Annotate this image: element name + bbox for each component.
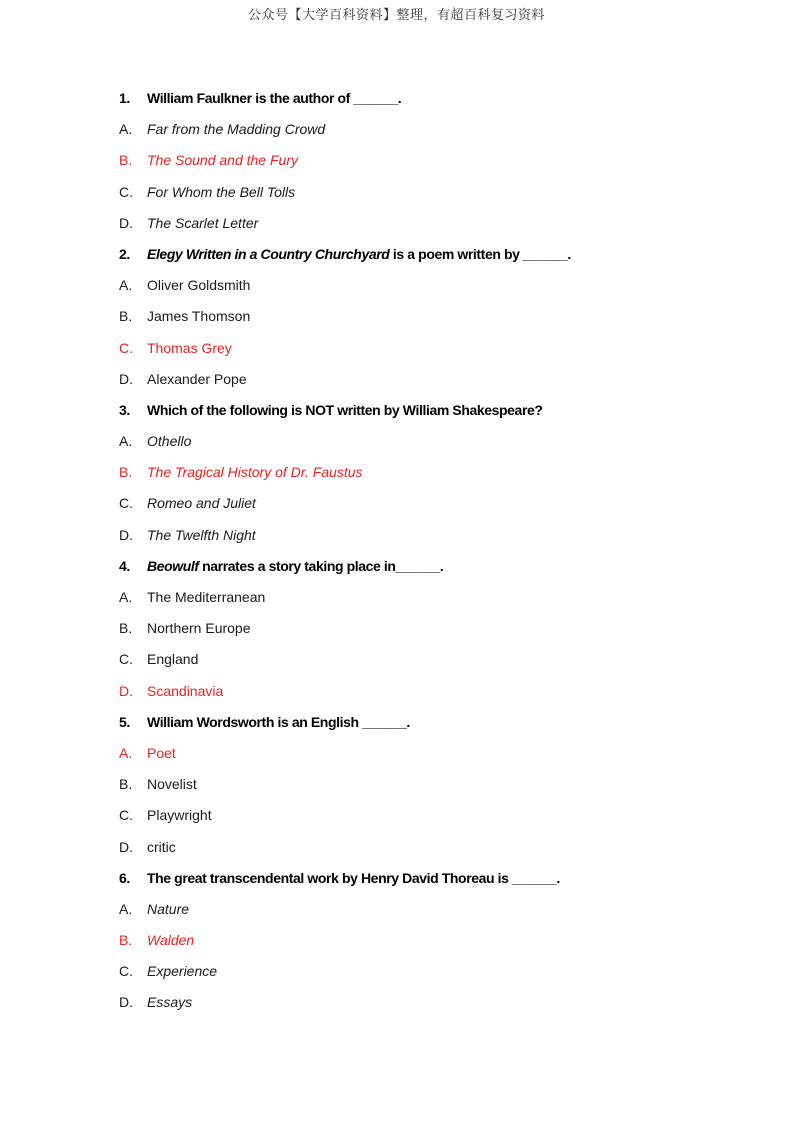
question-title: Elegy Written in a Country Churchyard xyxy=(147,245,390,262)
option-label: C. xyxy=(119,963,133,980)
q5-option-b xyxy=(119,773,759,804)
q2-option-a xyxy=(119,274,759,305)
q6-option-c xyxy=(119,960,759,991)
option-label: B. xyxy=(119,308,133,325)
option-text: The Scarlet Letter xyxy=(147,214,259,231)
q5-option-c xyxy=(119,804,759,835)
option-label: A. xyxy=(119,277,133,294)
option-label: C. xyxy=(119,651,133,668)
q3-option-c xyxy=(119,492,759,523)
option-label: D. xyxy=(119,682,133,699)
question-number: 6. xyxy=(119,869,130,886)
q2-option-d xyxy=(119,368,759,399)
page-header: 公众号【大学百科资料】整理，有超百科复习资料 xyxy=(247,8,545,23)
q4-option-d xyxy=(119,680,759,711)
option-label: C. xyxy=(119,495,133,512)
option-label: D. xyxy=(119,526,133,543)
q1-option-d xyxy=(119,212,759,243)
question-text: William Wordsworth is an English ______. xyxy=(147,713,410,730)
q6-option-b xyxy=(119,929,759,960)
option-text: Far from the Madding Crowd xyxy=(147,121,326,138)
question-4 xyxy=(119,555,759,586)
option-label: B. xyxy=(119,932,133,949)
option-label: D. xyxy=(119,838,133,855)
option-text: Walden xyxy=(147,932,195,949)
q3-option-a xyxy=(119,430,759,461)
option-label: B. xyxy=(119,464,133,481)
option-label: A. xyxy=(119,433,133,450)
q4-option-c xyxy=(119,648,759,679)
question-text: William Faulkner is the author of ______. xyxy=(147,90,402,106)
option-label: C. xyxy=(119,339,133,356)
q3-option-b xyxy=(119,461,759,492)
option-label: C. xyxy=(119,807,133,824)
option-text: Oliver Goldsmith xyxy=(147,277,251,294)
option-text: Thomas Grey xyxy=(147,339,232,356)
option-text: The Tragical History of Dr. Faustus xyxy=(147,464,363,481)
option-label: D. xyxy=(119,214,133,231)
question-2 xyxy=(119,243,759,274)
option-text: Othello xyxy=(147,433,192,450)
question-6 xyxy=(119,867,759,898)
q5-option-d xyxy=(119,836,759,867)
option-text: James Thomson xyxy=(147,308,251,325)
option-label: A. xyxy=(119,121,133,138)
option-label: A. xyxy=(119,744,133,761)
option-text: Playwright xyxy=(147,807,212,824)
option-label: B. xyxy=(119,152,133,169)
option-text: Northern Europe xyxy=(147,620,251,637)
q3-option-d xyxy=(119,524,759,555)
q2-option-c xyxy=(119,337,759,368)
option-text: Essays xyxy=(147,994,193,1011)
q1-option-c xyxy=(119,181,759,212)
question-text: is a poem written by ______. xyxy=(389,245,571,262)
option-text: The Sound and the Fury xyxy=(147,152,298,169)
option-label: B. xyxy=(119,620,133,637)
option-text: critic xyxy=(147,838,176,855)
option-text: The Twelfth Night xyxy=(147,526,256,543)
option-label: B. xyxy=(119,776,133,793)
question-1 xyxy=(119,87,759,118)
question-number: 2. xyxy=(119,245,130,262)
q6-option-d xyxy=(119,991,759,1022)
question-3 xyxy=(119,399,759,430)
q6-option-a xyxy=(119,898,759,929)
quiz-content xyxy=(119,87,759,1023)
question-text: The great transcendental work by Henry David Thoreau is ______. xyxy=(147,869,560,886)
option-label: A. xyxy=(119,900,133,917)
question-number: 1. xyxy=(119,90,130,106)
question-title: Beowulf xyxy=(147,557,199,574)
option-text: England xyxy=(147,651,199,668)
question-text: narrates a story taking place in______. xyxy=(198,557,444,574)
option-text: Alexander Pope xyxy=(147,370,247,387)
q4-option-b xyxy=(119,617,759,648)
question-number: 5. xyxy=(119,713,130,730)
option-label: D. xyxy=(119,370,133,387)
option-text: Experience xyxy=(147,963,218,980)
q1-option-b xyxy=(119,149,759,180)
question-number: 4. xyxy=(119,557,130,574)
q5-option-a xyxy=(119,742,759,773)
option-text: Scandinavia xyxy=(147,682,224,699)
question-number: 3. xyxy=(119,401,130,418)
option-text: Nature xyxy=(147,900,190,917)
q4-option-a xyxy=(119,586,759,617)
option-text: Romeo and Juliet xyxy=(147,495,256,512)
q1-option-a xyxy=(119,118,759,149)
option-label: C. xyxy=(119,183,133,200)
option-text: The Mediterranean xyxy=(147,589,266,605)
option-label: A. xyxy=(119,589,133,605)
q2-option-b xyxy=(119,305,759,336)
question-5 xyxy=(119,711,759,742)
option-text: For Whom the Bell Tolls xyxy=(147,183,296,200)
question-text: Which of the following is NOT written by William Shakespeare? xyxy=(147,401,543,418)
option-label: D. xyxy=(119,994,133,1011)
option-text: Novelist xyxy=(147,776,197,793)
option-text: Poet xyxy=(147,744,176,761)
